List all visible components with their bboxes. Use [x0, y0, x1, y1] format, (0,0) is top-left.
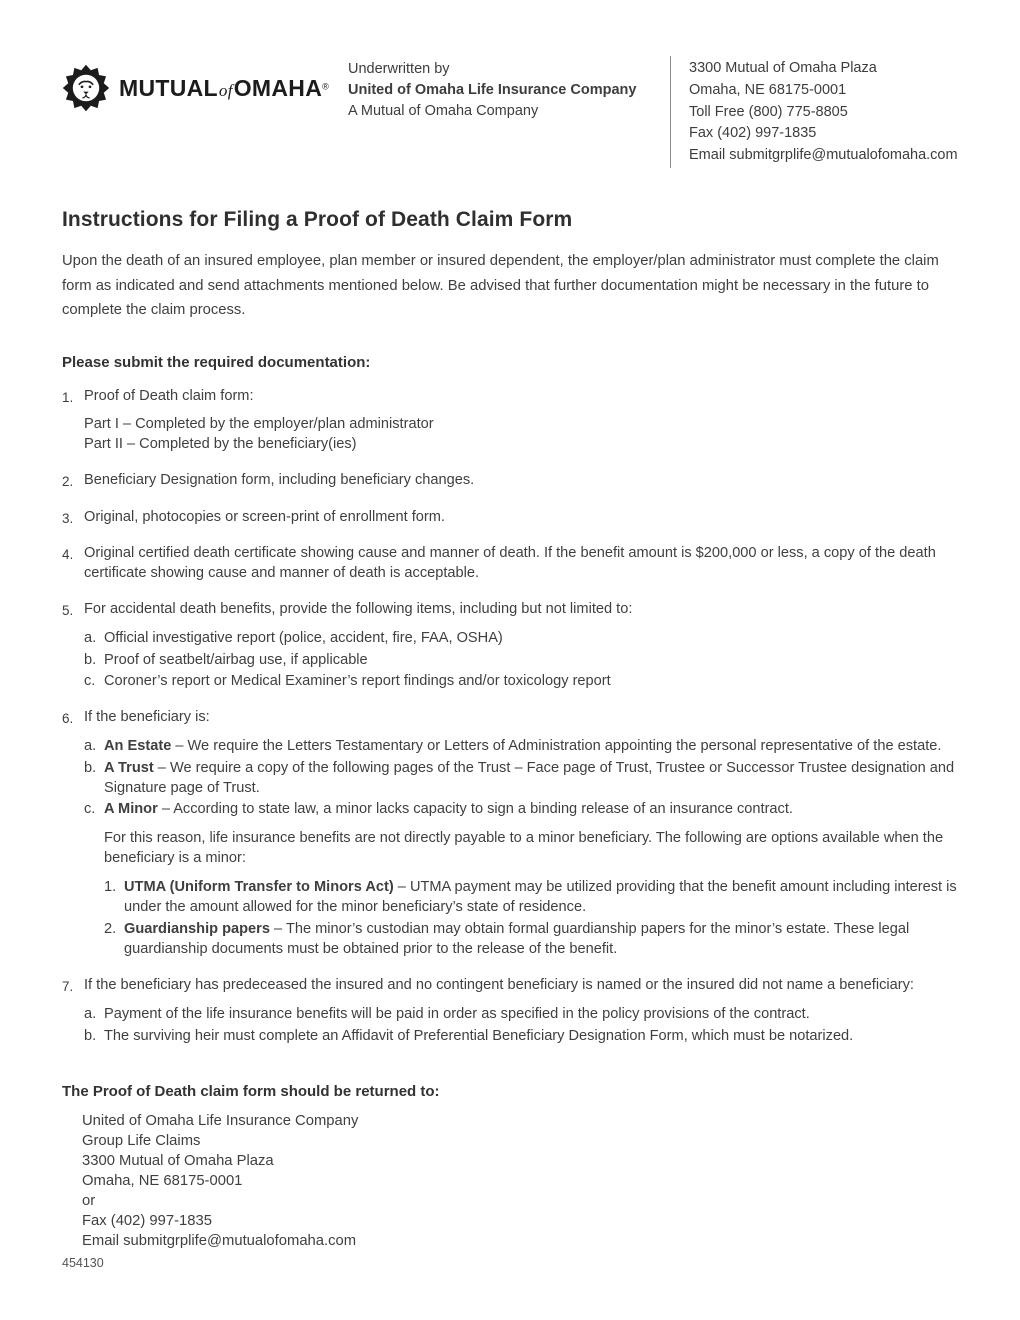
minor-explanation-paragraph: For this reason, life insurance benefits are not directly payable to a minor beneficiary. The following are options available when the beneficiary is a minor: — [104, 830, 944, 867]
registered-mark: ® — [322, 81, 330, 92]
item-text: If the beneficiary has predeceased the insured and no contingent beneficiary is named or the insured did not name a beneficiary: — [84, 977, 914, 994]
item-text: Proof of Death claim form: — [84, 387, 254, 404]
header-divider — [670, 56, 671, 168]
contact-block — [689, 56, 958, 167]
list-item-4 — [62, 544, 958, 584]
sub-item-text: Payment of the life insurance benefits will be paid in order as specified in the policy provisions of the contract. — [104, 1005, 810, 1022]
nested-item-description: – UTMA payment may be utilized providing that the benefit amount including interest is under the amount allowed for the minor beneficiary’s state of residence. — [124, 878, 957, 915]
sub-item-5a — [84, 629, 958, 649]
contact-address-line2: Omaha, NE 68175-0001 — [689, 81, 847, 98]
contact-toll-free: Toll Free (800) 775-8805 — [689, 103, 848, 120]
intro-paragraph: Upon the death of an insured employee, plan member or insured dependent, the employer/plan administrator must complete the claim form as indicated and send attachments mentioned below. Be advised that further documentation might be necessary in the future to complete the claim process. — [62, 253, 939, 318]
sub-item-7b — [84, 1027, 958, 1047]
logo-word-mutual: MUTUAL — [119, 74, 218, 101]
list-item-3 — [62, 508, 958, 529]
return-address-block — [82, 1111, 958, 1251]
underwriter-company-name: United of Omaha Life Insurance Company — [348, 82, 637, 98]
list-item-5 — [62, 600, 958, 692]
nested-item-number: 1. — [104, 878, 117, 895]
sub-item-text: The surviving heir must complete an Affidavit of Preferential Beneficiary Designation Form, which must be notarized. — [104, 1027, 854, 1044]
nested-item-bold-term: Guardianship papers — [124, 921, 270, 938]
sub-item-5b — [84, 651, 958, 671]
sub-item-text — [104, 737, 958, 757]
documentation-list — [62, 387, 958, 1047]
nested-item-utma — [104, 878, 958, 918]
sub-item-letter: a. — [84, 738, 97, 755]
sub-item-text: Official investigative report (police, accident, fire, FAA, OSHA) — [104, 629, 503, 646]
item-number: 2. — [62, 473, 74, 489]
sub-item-6a — [84, 737, 958, 757]
return-line-street: 3300 Mutual of Omaha Plaza — [82, 1153, 274, 1170]
item-body — [84, 508, 958, 529]
item-text: Original certified death certificate showing cause and manner of death. If the benefit amount is $200,000 or less, a copy of the death certificate showing cause and manner of death is acceptable. — [84, 545, 936, 582]
contact-email: Email submitgrplife@mutualofomaha.com — [689, 147, 958, 164]
nested-item-description: – The minor’s custodian may obtain formal guardianship papers for the minor’s estate. These legal guardianship documents must be obtained prior to the release of the benefit. — [124, 921, 910, 958]
item-number: 3. — [62, 510, 74, 526]
underwritten-label: Underwritten by — [348, 61, 450, 77]
item-subline-part1: Part I – Completed by the employer/plan administrator — [84, 416, 434, 433]
logo-word-omaha: OMAHA — [233, 74, 323, 101]
item-5-sub-list — [84, 629, 958, 692]
lion-icon — [62, 64, 110, 112]
item-subline-part2: Part II – Completed by the beneficiary(ies) — [84, 436, 357, 453]
sub-item-6b — [84, 759, 958, 799]
sub-item-letter: b. — [84, 651, 97, 668]
sub-item-description: – We require a copy of the following pages of the Trust – Face page of Trust, Trustee or Successor Trustee designation and Signature page of Trust. — [104, 759, 955, 796]
list-item-6 — [62, 708, 958, 960]
item-text: Original, photocopies or screen-print of enrollment form. — [84, 508, 445, 525]
sub-item-description: – We require the Letters Testamentary or Letters of Administration appointing the personal representative of the estate. — [171, 738, 942, 755]
sub-item-text — [104, 759, 958, 799]
return-line-department: Group Life Claims — [82, 1133, 201, 1150]
return-line-city: Omaha, NE 68175-0001 — [82, 1173, 243, 1190]
item-body — [84, 708, 958, 960]
sub-item-letter: c. — [84, 673, 96, 690]
sub-item-bold-term: A Minor — [104, 801, 158, 818]
return-line-company: United of Omaha Life Insurance Company — [82, 1113, 359, 1130]
item-7-sub-list — [84, 1005, 958, 1047]
return-line-fax: Fax (402) 997-1835 — [82, 1213, 212, 1230]
nested-item-text — [124, 878, 958, 918]
item-6-sub-list — [84, 737, 958, 960]
sub-item-letter: c. — [84, 801, 96, 818]
contact-fax: Fax (402) 997-1835 — [689, 125, 817, 142]
document-header — [62, 56, 958, 168]
item-body — [84, 544, 958, 584]
return-line-email: Email submitgrplife@mutualofomaha.com — [82, 1233, 357, 1250]
item-text: For accidental death benefits, provide the following items, including but not limited to: — [84, 601, 633, 618]
sub-item-7a — [84, 1005, 958, 1025]
item-body — [84, 471, 958, 492]
list-item-2 — [62, 471, 958, 492]
item-number: 7. — [62, 979, 74, 995]
sub-item-5c — [84, 672, 958, 692]
return-line-or: or — [82, 1193, 96, 1210]
list-item-1 — [62, 387, 958, 455]
sub-item-bold-term: An Estate — [104, 738, 172, 755]
sub-item-letter: b. — [84, 759, 97, 776]
sub-item-text — [104, 800, 958, 960]
item-number: 4. — [62, 547, 74, 563]
logo-word-of: of — [218, 80, 233, 100]
return-to-heading: The Proof of Death claim form should be returned to: — [62, 1083, 440, 1101]
sub-item-line — [104, 800, 958, 820]
sub-item-bold-term: A Trust — [104, 759, 154, 776]
underwritten-block — [348, 56, 638, 122]
item-text: Beneficiary Designation form, including beneficiary changes. — [84, 471, 475, 488]
nested-item-number: 2. — [104, 921, 117, 938]
item-body — [84, 600, 958, 692]
documentation-heading: Please submit the required documentation: — [62, 353, 371, 371]
form-number: 454130 — [62, 1256, 104, 1270]
sub-item-letter: b. — [84, 1027, 97, 1044]
sub-item-letter: a. — [84, 1005, 97, 1022]
item-number: 6. — [62, 711, 74, 727]
item-body — [84, 976, 958, 1046]
sub-item-text: Proof of seatbelt/airbag use, if applicable — [104, 651, 368, 668]
sub-item-letter: a. — [84, 629, 97, 646]
page-title: Instructions for Filing a Proof of Death Claim Form — [62, 208, 573, 231]
list-item-7 — [62, 976, 958, 1046]
logo-wordmark — [119, 75, 329, 102]
mutual-of-omaha-logo — [62, 64, 330, 112]
contact-address-line1: 3300 Mutual of Omaha Plaza — [689, 60, 877, 76]
item-number: 1. — [62, 389, 74, 405]
nested-item-text — [124, 920, 958, 960]
underwriter-tagline: A Mutual of Omaha Company — [348, 103, 539, 119]
nested-item-guardianship — [104, 920, 958, 960]
sub-item-text: Coroner’s report or Medical Examiner’s report findings and/or toxicology report — [104, 673, 611, 690]
minor-options-list — [104, 878, 958, 960]
nested-item-bold-term: UTMA (Uniform Transfer to Minors Act) — [124, 878, 394, 895]
sub-item-6c — [84, 800, 958, 960]
sub-item-description: – According to state law, a minor lacks capacity to sign a binding release of an insurance contract. — [157, 801, 793, 818]
item-text: If the beneficiary is: — [84, 709, 210, 726]
item-number: 5. — [62, 603, 74, 619]
item-body — [84, 387, 958, 455]
